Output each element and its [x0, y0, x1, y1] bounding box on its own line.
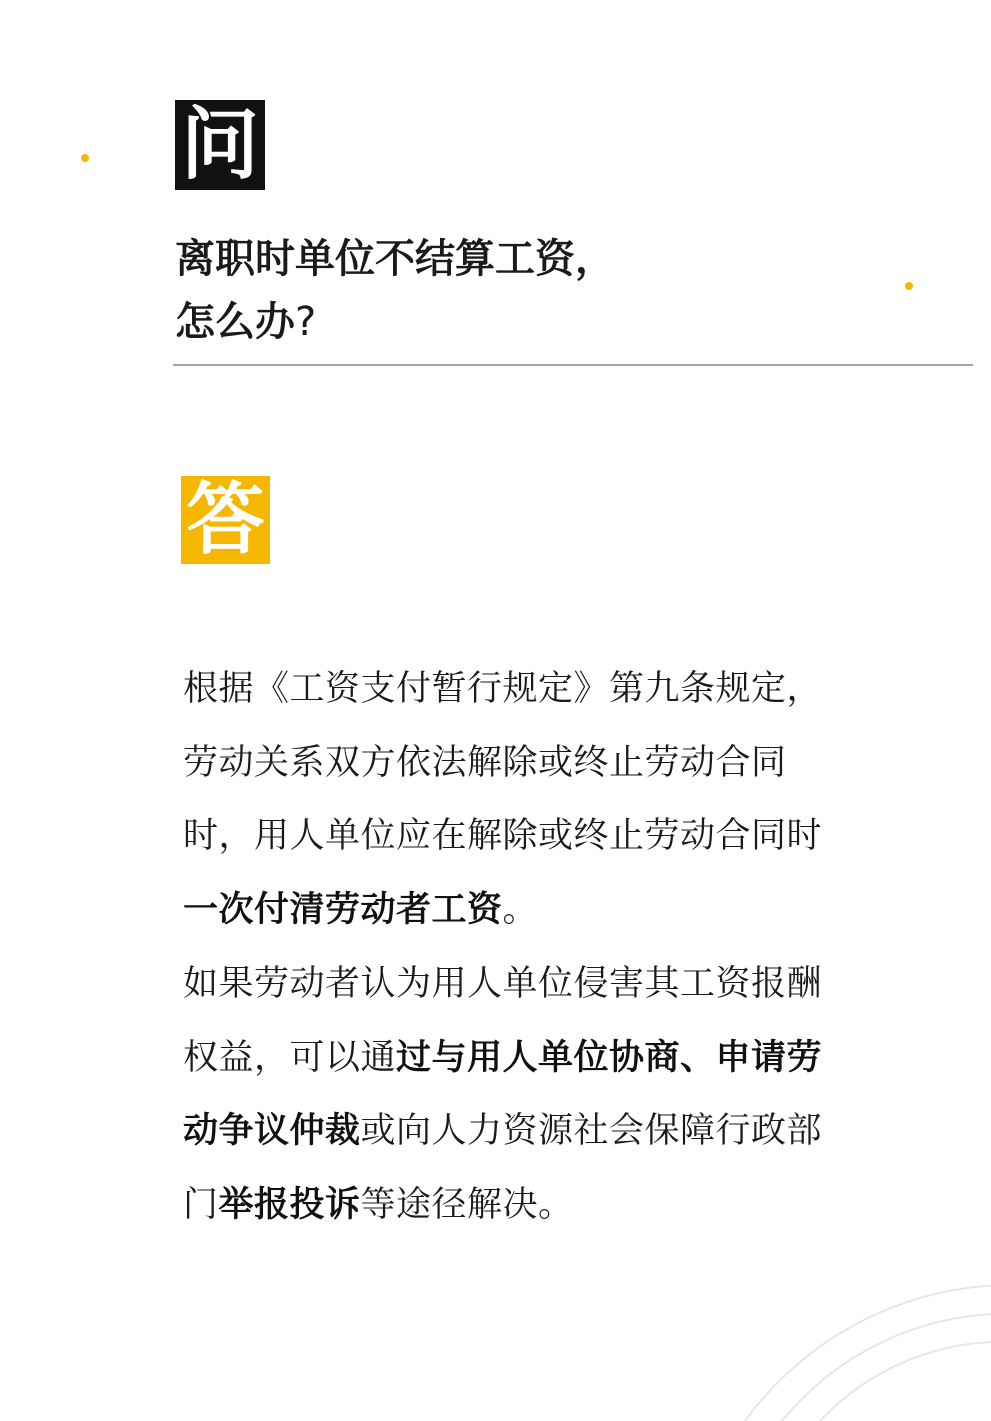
- answer-text: 等途径解决。: [360, 1184, 574, 1225]
- answer-emphasis: 一次付清劳动者工资: [183, 890, 503, 931]
- answer-glyph: 答: [181, 476, 270, 564]
- question-heading: [175, 228, 895, 354]
- divider-line: [173, 364, 973, 366]
- question-line-1: 离职时单位不结算工资，: [175, 236, 615, 282]
- answer-body: [183, 653, 843, 1243]
- question-line-2: [175, 291, 895, 354]
- answer-emphasis: 过与用人单位协商、申请劳动争议仲裁: [183, 1037, 823, 1152]
- answer-text: 。: [502, 890, 539, 931]
- answer-text: 或向人力资源社会保障行政部门: [183, 1111, 823, 1225]
- question-glyph: 问: [175, 100, 265, 190]
- decorative-dot: [81, 154, 89, 162]
- decorative-dot: [905, 282, 913, 290]
- answer-text: 根据《工资支付暂行规定》第九条规定，劳动关系双方依法解除或终止劳动合同时，用人单位应在解除或终止劳动合同时: [183, 669, 823, 857]
- answer-emphasis: 举报投诉: [218, 1184, 361, 1225]
- answer-paragraph-1: [183, 653, 843, 948]
- answer-paragraph-2: [183, 948, 843, 1243]
- question-mark: ?: [295, 299, 317, 345]
- answer-text: 如果劳动者认为用人单位侵害其工资报酬权益，可以通: [183, 963, 823, 1078]
- question-line-2-text: 怎么办: [175, 299, 295, 345]
